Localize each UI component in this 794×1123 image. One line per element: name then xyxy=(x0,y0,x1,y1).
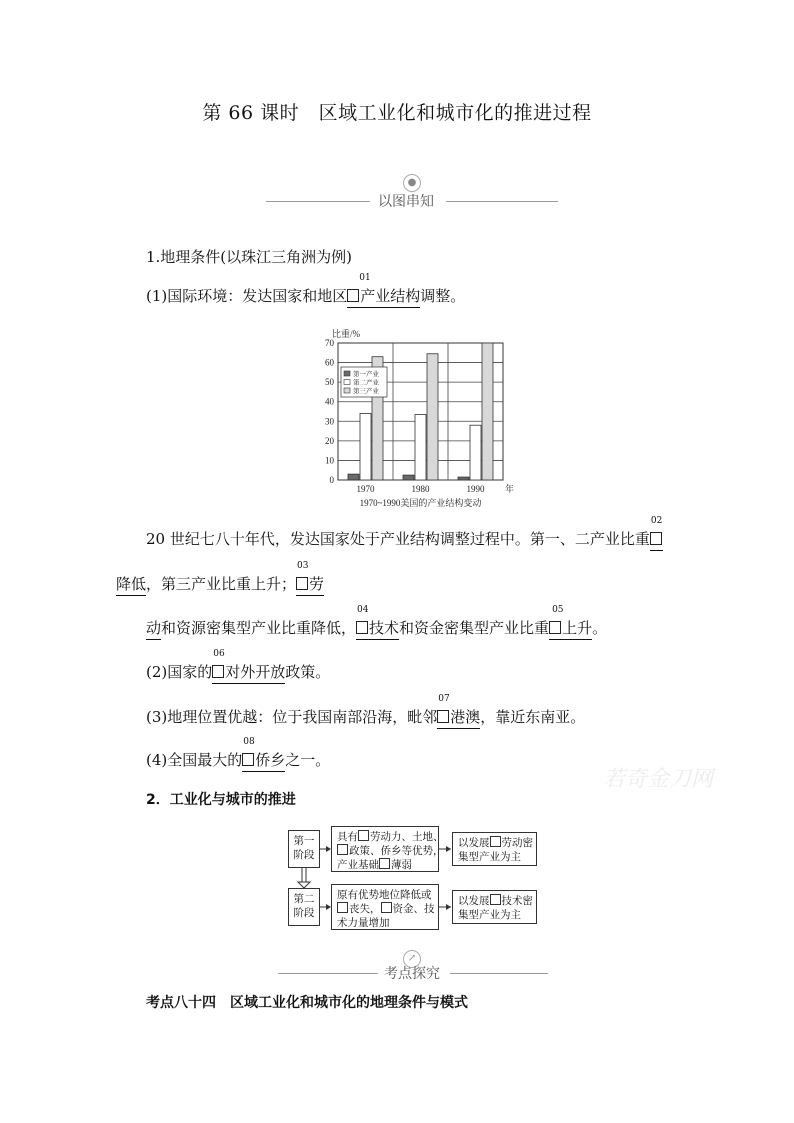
answer-box-icon xyxy=(212,665,224,678)
blank-answer: 技术 xyxy=(369,619,400,637)
text-segment: 之一。 xyxy=(285,751,331,769)
blank-01 xyxy=(347,273,421,308)
text-segment: (4)全国最大的 xyxy=(146,751,243,769)
y-tick-label: 20 xyxy=(325,435,334,446)
blank-number: 05 xyxy=(552,605,564,615)
bar-第三产业-1990 xyxy=(482,343,493,480)
text-segment: 和资金密集型产业比重 xyxy=(399,619,550,637)
blank-02-answer: 降低 xyxy=(116,573,146,596)
para2-line3 xyxy=(146,605,608,640)
y-tick-label: 60 xyxy=(325,357,334,368)
text-segment: 薄弱 xyxy=(391,859,412,871)
para2-line2 xyxy=(116,561,325,596)
arrow-left-icon xyxy=(326,904,331,910)
y-axis-label: 比重/% xyxy=(332,329,360,339)
blank-04 xyxy=(356,605,400,640)
blank-answer: 劳 xyxy=(309,575,325,593)
x-tick-label: 1990 xyxy=(466,484,485,494)
page-title: 第 66 课时 区域工业化和城市化的推进过程 xyxy=(202,102,592,124)
blank-05 xyxy=(549,605,593,640)
section-label: 考点探究 xyxy=(384,966,440,982)
text-segment: 资金、技 xyxy=(392,903,435,915)
x-axis-label: 年 xyxy=(505,484,515,494)
text-segment: 以发展 xyxy=(458,837,490,849)
text-segment: (1)国际环境：发达国家和地区 xyxy=(146,287,348,305)
text-segment: 原有优势地位降低或 xyxy=(337,889,432,901)
item1-line1 xyxy=(146,273,466,308)
y-tick-label: 50 xyxy=(325,377,334,388)
text-segment: 集型产业为主 xyxy=(458,851,521,863)
chart-title: 1970~1990美国的产业结构变动 xyxy=(359,498,482,508)
flow-diagram xyxy=(288,826,538,936)
blank-07 xyxy=(437,694,481,729)
blank-number: 08 xyxy=(243,737,255,747)
blank-number: 03 xyxy=(297,561,309,571)
blank-08 xyxy=(242,737,286,772)
text-segment: 调整。 xyxy=(420,287,466,305)
blank-06 xyxy=(212,649,286,684)
text-segment: 丧失， xyxy=(349,903,381,915)
bar-第二产业-1970 xyxy=(360,413,371,480)
industry-structure-bar-chart xyxy=(300,325,530,510)
blank-number: 02 xyxy=(650,516,663,526)
answer-box-icon xyxy=(296,577,308,590)
watermark: 若奇金刀网 xyxy=(603,767,714,792)
text-segment: 劳动密 xyxy=(501,837,533,849)
stage-1-box: 第一阶段 xyxy=(288,830,320,868)
bar-第一产业-1970 xyxy=(348,474,359,480)
legend-swatch xyxy=(344,371,350,376)
x-tick-label: 1980 xyxy=(411,484,430,494)
bar-第二产业-1980 xyxy=(415,414,426,480)
blank-answer: 产业结构 xyxy=(360,287,421,305)
blank-02-marker xyxy=(650,516,663,551)
blank-number: 01 xyxy=(359,273,371,283)
blank-number: 07 xyxy=(438,694,450,704)
legend-label: 第二产业 xyxy=(353,379,379,387)
text-segment: 产业基础 xyxy=(337,859,379,871)
legend-label: 第一产业 xyxy=(353,371,379,378)
location-pin-icon: ● xyxy=(403,174,421,192)
text-segment: ，靠近东南亚。 xyxy=(480,708,586,726)
section-divider-1 xyxy=(0,190,794,212)
answer-box-icon xyxy=(242,753,254,766)
stage-2-box: 第二阶段 xyxy=(288,888,320,926)
answer-box-icon xyxy=(437,710,449,723)
bar-第一产业-1990 xyxy=(458,477,469,480)
blank-number: 04 xyxy=(357,605,369,615)
trend-chart-icon: ↗ xyxy=(403,950,421,968)
bar-第二产业-1990 xyxy=(470,425,481,480)
item3 xyxy=(146,694,586,729)
text-segment: 20 世纪七八十年代，发达国家处于产业结构调整过程中。第一、二产业比重 xyxy=(146,530,650,548)
y-tick-label: 40 xyxy=(325,396,334,407)
y-tick-label: 70 xyxy=(325,338,334,348)
blank-03 xyxy=(296,561,325,596)
bar-第三产业-1980 xyxy=(427,354,438,480)
para2-line1 xyxy=(146,516,663,551)
topic-heading: 考点八十四 区域工业化和城市化的地理条件与模式 xyxy=(146,995,468,1011)
text-segment: ，第三产业比重上升； xyxy=(146,575,297,593)
item2 xyxy=(146,649,331,684)
text-segment: 具有 xyxy=(337,831,358,843)
answer-box-icon xyxy=(650,532,662,545)
legend-swatch xyxy=(344,380,350,385)
section-divider-2 xyxy=(0,962,794,984)
answer-box-icon xyxy=(549,621,561,634)
y-tick-label: 30 xyxy=(325,416,334,427)
flow-arrows xyxy=(288,826,538,936)
item1-heading: 1.地理条件(以珠江三角洲为例) xyxy=(146,248,353,266)
blank-answer: 对外开放 xyxy=(225,663,286,681)
text-segment: 集型产业为主 xyxy=(458,909,521,921)
blank-answer: 港澳 xyxy=(450,708,481,726)
text-segment: 术力量增加 xyxy=(337,917,390,929)
arrow-left-icon xyxy=(326,846,331,852)
blank-number: 06 xyxy=(213,649,225,659)
text-segment: 政策。 xyxy=(285,663,331,681)
text-segment: 政策、侨乡等优势， xyxy=(349,845,444,857)
arrow-right-icon xyxy=(446,846,451,852)
text-segment: 劳动力、土地、 xyxy=(370,831,444,843)
legend-swatch xyxy=(344,388,350,393)
y-tick-label: 10 xyxy=(325,455,334,466)
legend-label: 第三产业 xyxy=(353,388,379,395)
text-segment: 。 xyxy=(592,619,608,637)
x-tick-label: 1970 xyxy=(356,484,375,494)
item4 xyxy=(146,737,331,772)
text-segment: (2)国家的 xyxy=(146,663,213,681)
y-tick-label: 0 xyxy=(329,475,334,485)
text-segment: 以发展 xyxy=(458,895,490,907)
text-segment: 技术密 xyxy=(501,895,533,907)
section-label: 以图串知 xyxy=(378,194,434,210)
bar-第一产业-1980 xyxy=(403,475,414,480)
text-segment: 和资源密集型产业比重降低， xyxy=(161,619,357,637)
answer-box-icon xyxy=(356,621,368,634)
arrow-right-icon xyxy=(446,904,451,910)
text-segment: (3)地理位置优越：位于我国南部沿海，毗邻 xyxy=(146,708,438,726)
arrow-down-icon xyxy=(298,882,310,888)
blank-answer: 上升 xyxy=(562,619,593,637)
item2-heading: 2．工业化与城市的推进 xyxy=(146,792,296,808)
blank-answer: 侨乡 xyxy=(255,751,286,769)
answer-box-icon xyxy=(347,289,359,302)
blank-03-answer-cont: 动 xyxy=(146,617,161,640)
